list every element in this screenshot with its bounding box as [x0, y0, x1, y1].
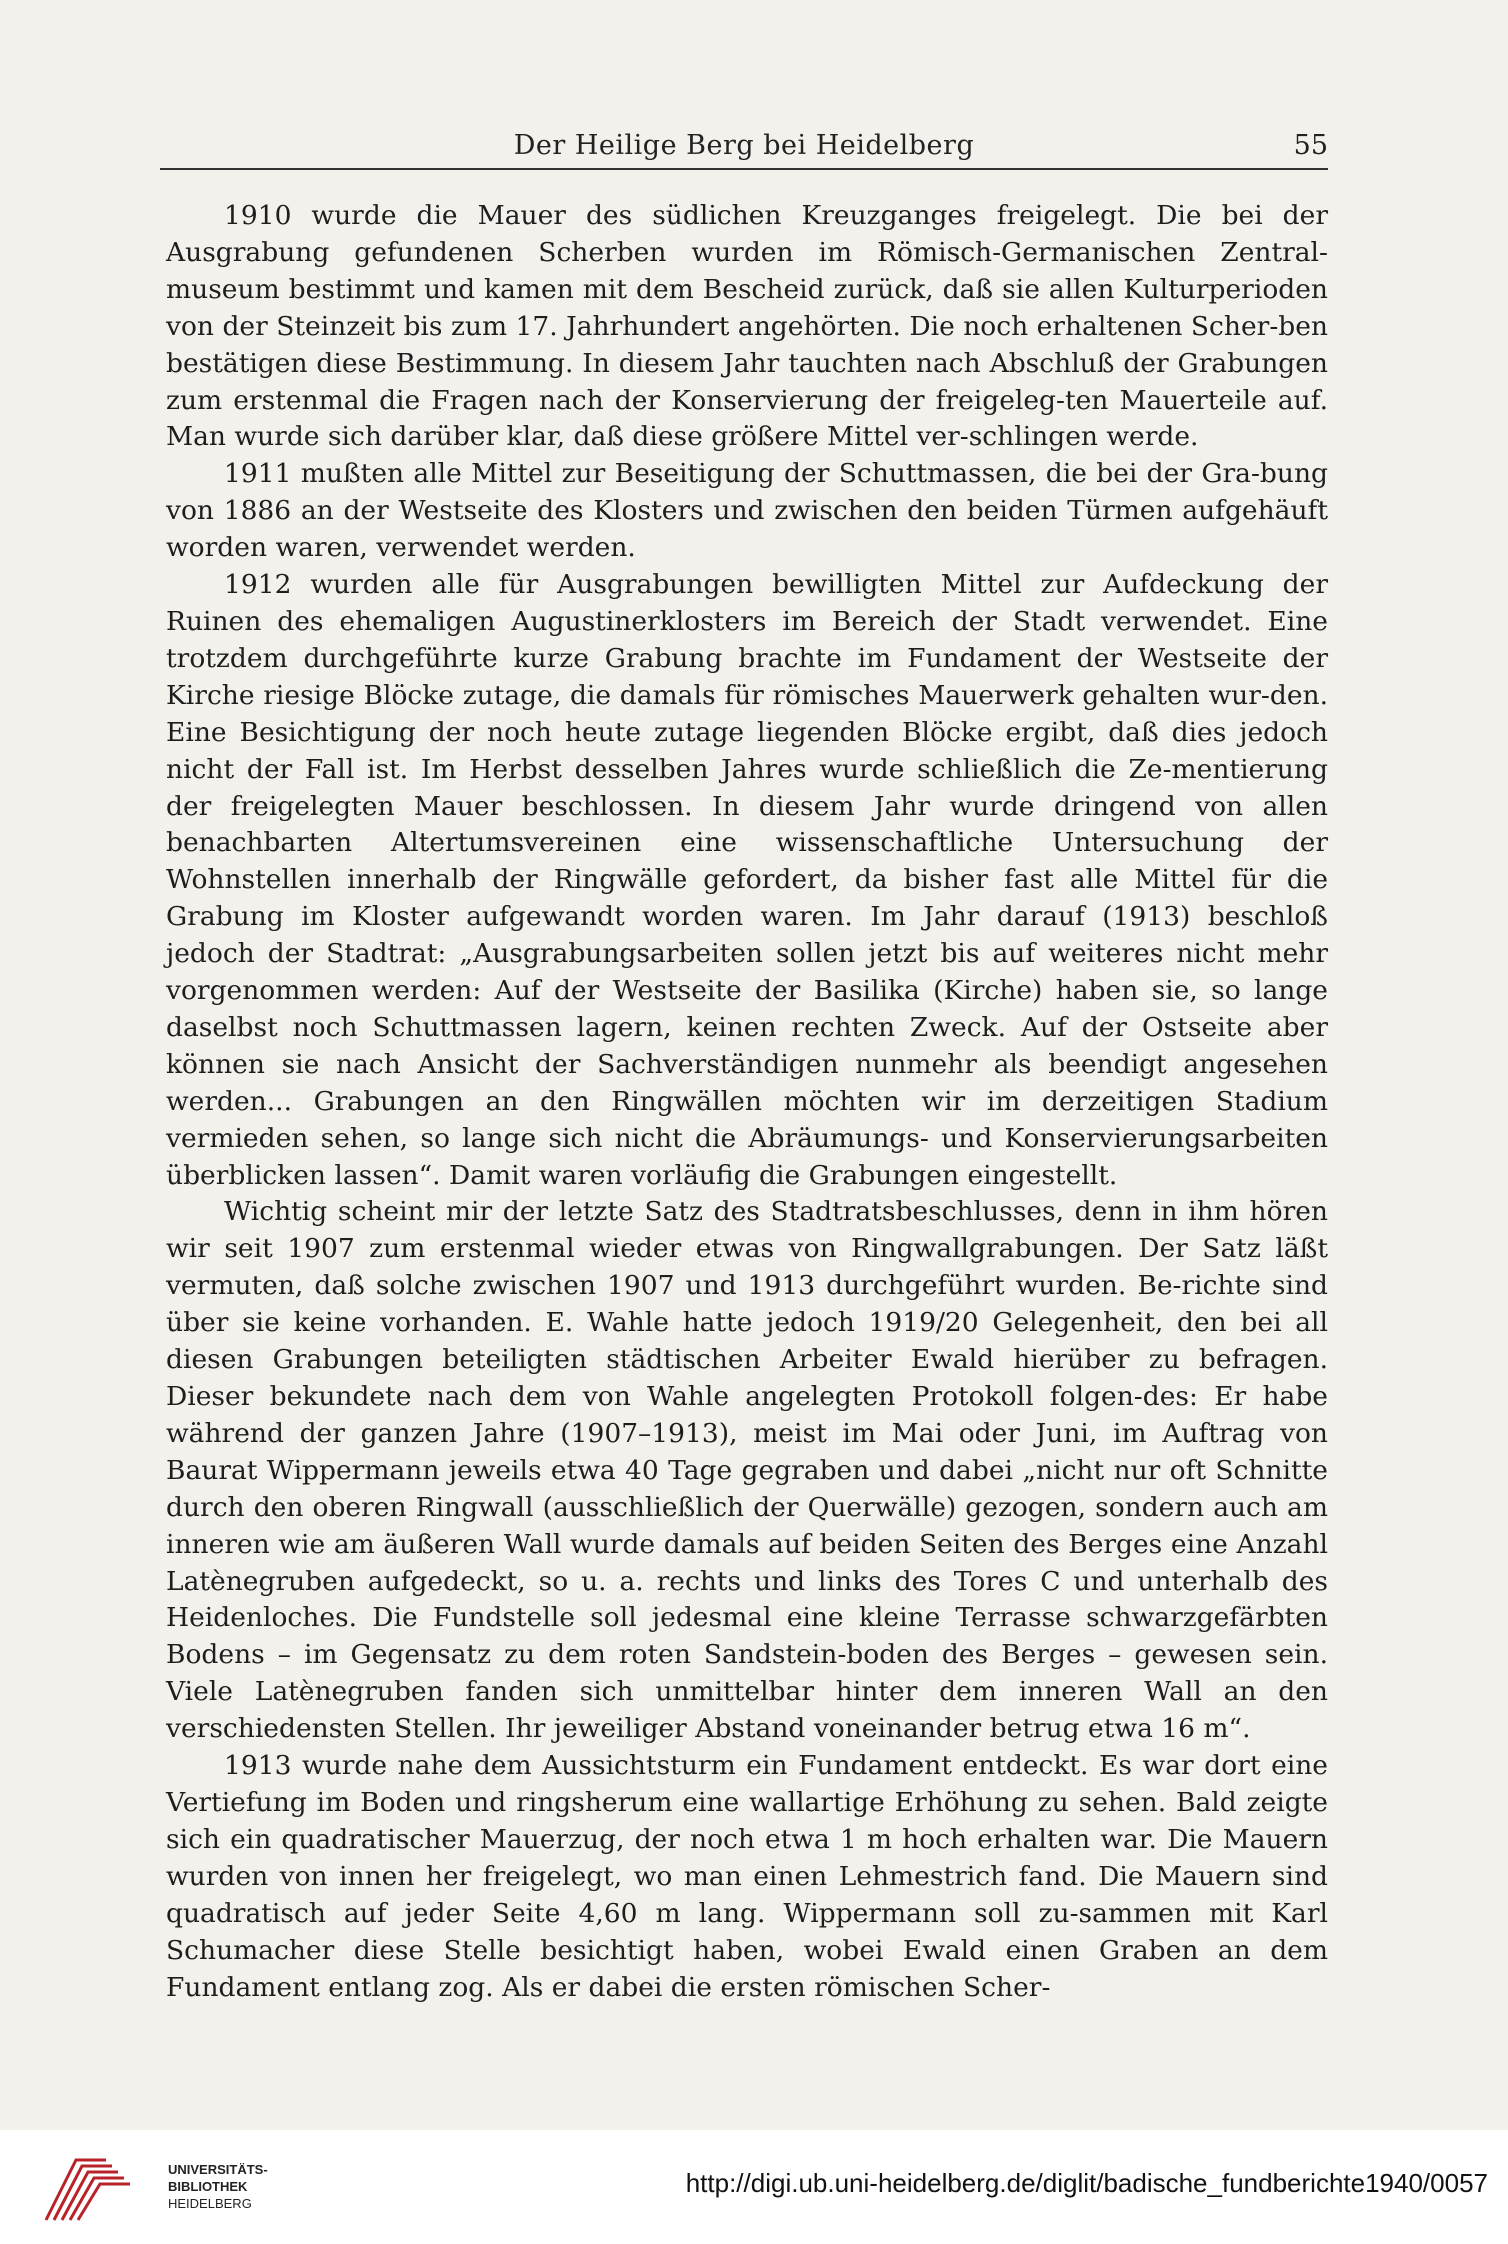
source-url-link[interactable]: http://digi.ub.uni-heidelberg.de/diglit/badische_fundberichte1940/0057	[685, 2168, 1488, 2198]
running-title: Der Heilige Berg bei Heidelberg	[513, 130, 975, 161]
library-name-line2: BIBLIOTHEK	[168, 2179, 248, 2194]
library-logo-icon	[36, 2148, 156, 2228]
library-name-line3: HEIDELBERG	[168, 2196, 252, 2211]
footer-bar	[0, 2130, 1508, 2244]
paragraph-1912: 1912 wurden alle für Ausgrabungen bewilligten Mittel zur Aufdeckung der Ruinen des ehemaligen Augustinerklosters im Bereich der Stadt verwendet. Eine trotzdem durchgeführte kurze Grabung brachte im Fundament der Westseite der Kirche riesige Blöcke zutage, die damals für römisches Mauerwerk gehalten wur-den. Eine Besichtigung der noch heute zutage liegenden Blöcke ergibt, daß dies jedoch nicht der Fall ist. Im Herbst desselben Jahres wurde schließlich die Ze-mentierung der freigelegten Mauer beschlossen. In diesem Jahr wurde dringend von allen benachbarten Altertumsvereinen eine wissenschaftliche Untersuchung der Wohnstellen innerhalb der Ringwälle gefordert, da bisher fast alle Mittel für die Grabung im Kloster aufgewandt worden waren. Im Jahr darauf (1913) beschloß jedoch der Stadtrat: „Ausgrabungsarbeiten sollen jetzt bis auf weiteres nicht mehr vorgenommen werden: Auf der Westseite der Basilika (Kirche) haben sie, so lange daselbst noch Schuttmassen lagern, keinen rechten Zweck. Auf der Ostseite aber können sie nach Ansicht der Sachverständigen nunmehr als beendigt angesehen werden... Grabungen an den Ringwällen möchten wir im derzeitigen Stadium vermieden sehen, so lange sich nicht die Abräumungs- und Konservierungsarbeiten überblicken lassen“. Damit waren vorläufig die Grabungen eingestellt.	[166, 569, 1328, 1191]
body-text	[166, 198, 1328, 2006]
paragraph-ringwall: Wichtig scheint mir der letzte Satz des Stadtratsbeschlusses, denn in ihm hören wir seit 1907 zum erstenmal wieder etwas von Ringwallgrabungen. Der Satz läßt vermuten, daß solche zwischen 1907 und 1913 durchgeführt wurden. Be-richte sind über sie keine vorhanden. E. Wahle hatte jedoch 1919/20 Gelegenheit, den bei all diesen Grabungen beteiligten städtischen Arbeiter Ewald hierüber zu befragen. Dieser bekundete nach dem von Wahle angelegten Protokoll folgen-des: Er habe während der ganzen Jahre (1907–1913), meist im Mai oder Juni, im Auftrag von Baurat Wippermann jeweils etwa 40 Tage gegraben und dabei „nicht nur oft Schnitte durch den oberen Ringwall (ausschließlich der Querwälle) gezogen, sondern auch am inneren wie am äußeren Wall wurde damals auf beiden Seiten des Berges eine Anzahl Latènegruben aufgedeckt, so u. a. rechts und links des Tores C und unterhalb des Heidenloches. Die Fundstelle soll jedesmal eine kleine Terrasse schwarzgefärbten Bodens – im Gegensatz zu dem roten Sandstein-boden des Berges – gewesen sein. Viele Latènegruben fanden sich unmittelbar hinter dem inneren Wall an den verschiedensten Stellen. Ihr jeweiliger Abstand voneinander betrug etwa 16 m“.	[166, 1196, 1328, 1745]
page-number: 55	[1293, 130, 1328, 161]
paragraph-1911: 1911 mußten alle Mittel zur Beseitigung der Schuttmassen, die bei der Gra-bung von 1886 an der Westseite des Klosters und zwischen den beiden Türmen aufgehäuft worden waren, verwendet werden.	[166, 458, 1328, 564]
paragraph-1913: 1913 wurde nahe dem Aussichtsturm ein Fundament entdeckt. Es war dort eine Vertiefung im Boden und ringsherum eine wallartige Erhöhung zu sehen. Bald zeigte sich ein quadratischer Mauerzug, der noch etwa 1 m hoch erhalten war. Die Mauern wurden von innen her freigelegt, wo man einen Lehmestrich fand. Die Mauern sind quadratisch auf jeder Seite 4,60 m lang. Wippermann soll zu-sammen mit Karl Schumacher diese Stelle besichtigt haben, wobei Ewald einen Graben an dem Fundament entlang zog. Als er dabei die ersten römischen Scher-	[166, 1750, 1328, 2003]
running-header	[160, 128, 1328, 170]
paragraph-1910: 1910 wurde die Mauer des südlichen Kreuzganges freigelegt. Die bei der Ausgrabung gefundenen Scherben wurden im Römisch-Germanischen Zentral-museum bestimmt und kamen mit dem Bescheid zurück, daß sie allen Kulturperioden von der Steinzeit bis zum 17. Jahrhundert angehörten. Die noch erhaltenen Scher-ben bestätigen diese Bestimmung. In diesem Jahr tauchten nach Abschluß der Grabungen zum erstenmal die Fragen nach der Konservierung der freigeleg-ten Mauerteile auf. Man wurde sich darüber klar, daß diese größere Mittel ver-schlingen werde.	[166, 200, 1328, 453]
library-name	[168, 2161, 268, 2212]
library-name-line1: UNIVERSITÄTS-	[168, 2162, 268, 2177]
